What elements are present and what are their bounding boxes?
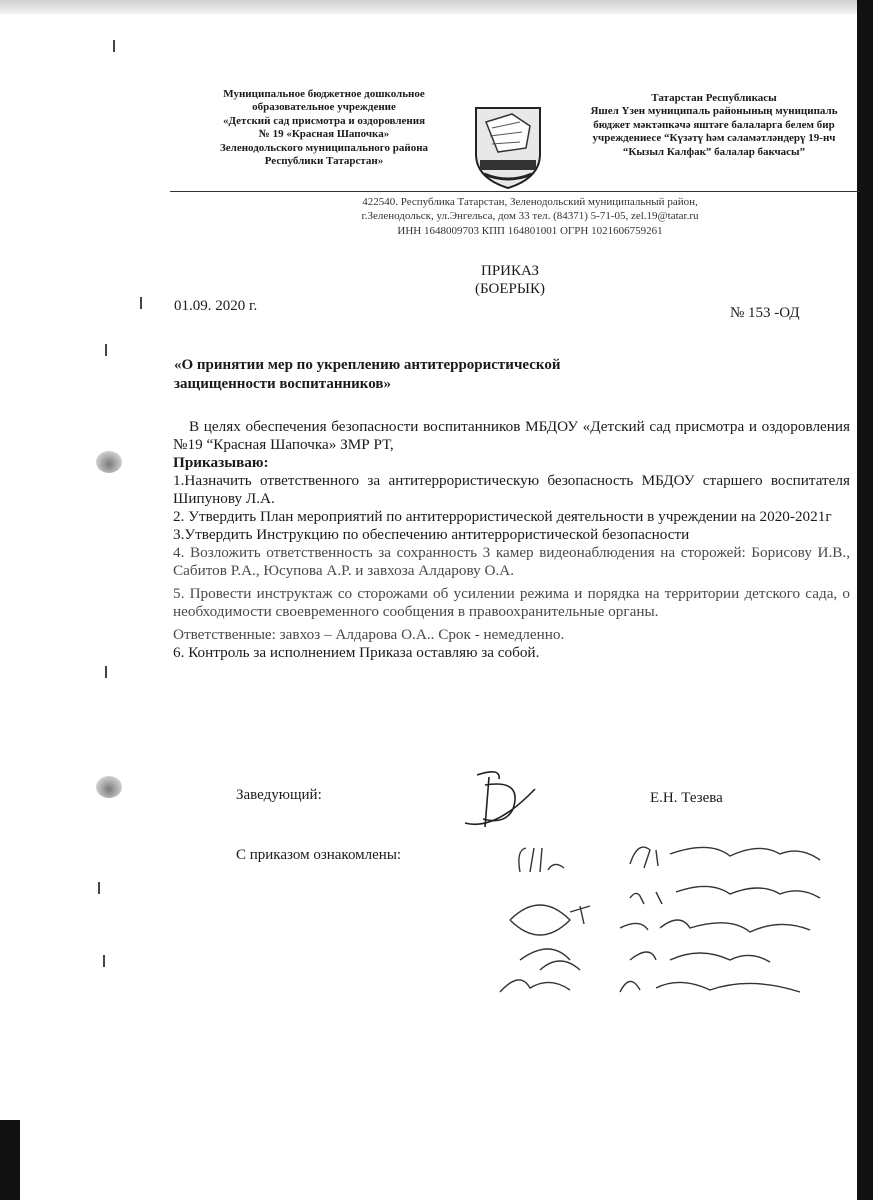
punch-hole [96, 451, 122, 473]
margin-mark [105, 344, 107, 356]
order-item: 3.Утвердить Инструкцию по обеспечению антитеррористической безопасности [173, 526, 690, 543]
scan-edge-top [0, 0, 873, 14]
order-item: 1.Назначить ответственного за антитеррористическую безопасность МБДОУ старшего воспитателя Шипунову Л.А. [173, 472, 850, 507]
header-line: бюджет мәктәпкәчә яштәге балаларга белем бир [593, 118, 835, 131]
scan-edge-corner [0, 1120, 20, 1200]
order-item: 2. Утвердить План мероприятий по антитеррористической деятельности в учреждении на 2020-2021г [173, 508, 832, 525]
address-line: 422540. Республика Татарстан, Зеленодольский муниципальный район, [362, 196, 698, 208]
header-org-russian [190, 88, 458, 168]
signatory-name: Е.Н. Тезева [650, 790, 723, 806]
header-line: Татарстан Республикасы [651, 92, 777, 104]
header-divider [170, 191, 860, 192]
order-item: 5. Провести инструктаж со сторожами об усилении режима и порядка на территории детского сада, о необходимости своевременного сообщения в правоохранительные органы. [173, 585, 850, 620]
header-line: Яшел Үзен муниципаль районының муниципаль [590, 105, 838, 118]
header-line: учреждениесе “Күзәтү һәм сәламәтләндерү 19-нч [592, 132, 836, 145]
header-line: № 19 «Красная Шапочка» [258, 128, 390, 141]
address-line: г.Зеленодольск, ул.Энгельса, дом 33 тел. (84371) 5-71-05, zel.19@tatar.ru [361, 210, 699, 223]
city-emblem-icon [468, 104, 548, 190]
margin-mark [113, 40, 115, 52]
header-line: Зеленодольского муниципального района [219, 141, 429, 154]
order-heading [420, 262, 600, 298]
order-number: № 153 -ОД [730, 305, 800, 321]
margin-mark [105, 666, 107, 678]
address-block [300, 195, 760, 238]
header-line: «Детский сад присмотра и оздоровления [222, 114, 426, 127]
header-line: образовательное учреждение [252, 101, 396, 114]
signatory-role: Заведующий: [236, 787, 322, 803]
order-word: Приказываю: [173, 454, 269, 471]
punch-hole [96, 776, 122, 798]
margin-mark [103, 955, 105, 967]
order-item: 6. Контроль за исполнением Приказа оставляю за собой. [173, 644, 540, 661]
order-body [173, 418, 850, 662]
order-date: 01.09. 2020 г. [174, 298, 258, 314]
order-subtitle: (БОЕРЫК) [475, 281, 545, 297]
handwritten-signatures-icon [480, 820, 840, 1000]
acknowledged-label: С приказом ознакомлены: [236, 847, 402, 863]
address-line: ИНН 1648009703 КПП 164801001 ОГРН 1021606759261 [397, 224, 663, 237]
order-responsible: Ответственные: завхоз – Алдарова О.А.. Срок - немедленно. [173, 626, 565, 643]
body-intro: В целях обеспечения безопасности воспитанников МБДОУ «Детский сад присмотра и оздоровления №19 “Красная Шапочка» ЗМР РТ, [173, 418, 850, 453]
header-line: Муниципальное бюджетное дошкольное [223, 88, 425, 100]
header-line: “Кызыл Калфак” балалар бакчасы” [622, 145, 806, 158]
margin-mark [98, 882, 100, 894]
header-line: Республики Татарстан» [264, 155, 384, 168]
order-title: ПРИКАЗ [481, 263, 539, 279]
header-org-tatar [568, 92, 860, 159]
order-item: 4. Возложить ответственность за сохранность 3 камер видеонаблюдения на сторожей: Борисову И.В., Сабитов Р.А., Юсупова А.Р. и завхоза Алдарову О.А. [173, 544, 850, 579]
scan-edge-right [857, 0, 873, 1200]
order-subject: «О принятии мер по укреплению антитеррористической защищенности воспитанников» [174, 357, 561, 392]
margin-mark [140, 297, 142, 309]
